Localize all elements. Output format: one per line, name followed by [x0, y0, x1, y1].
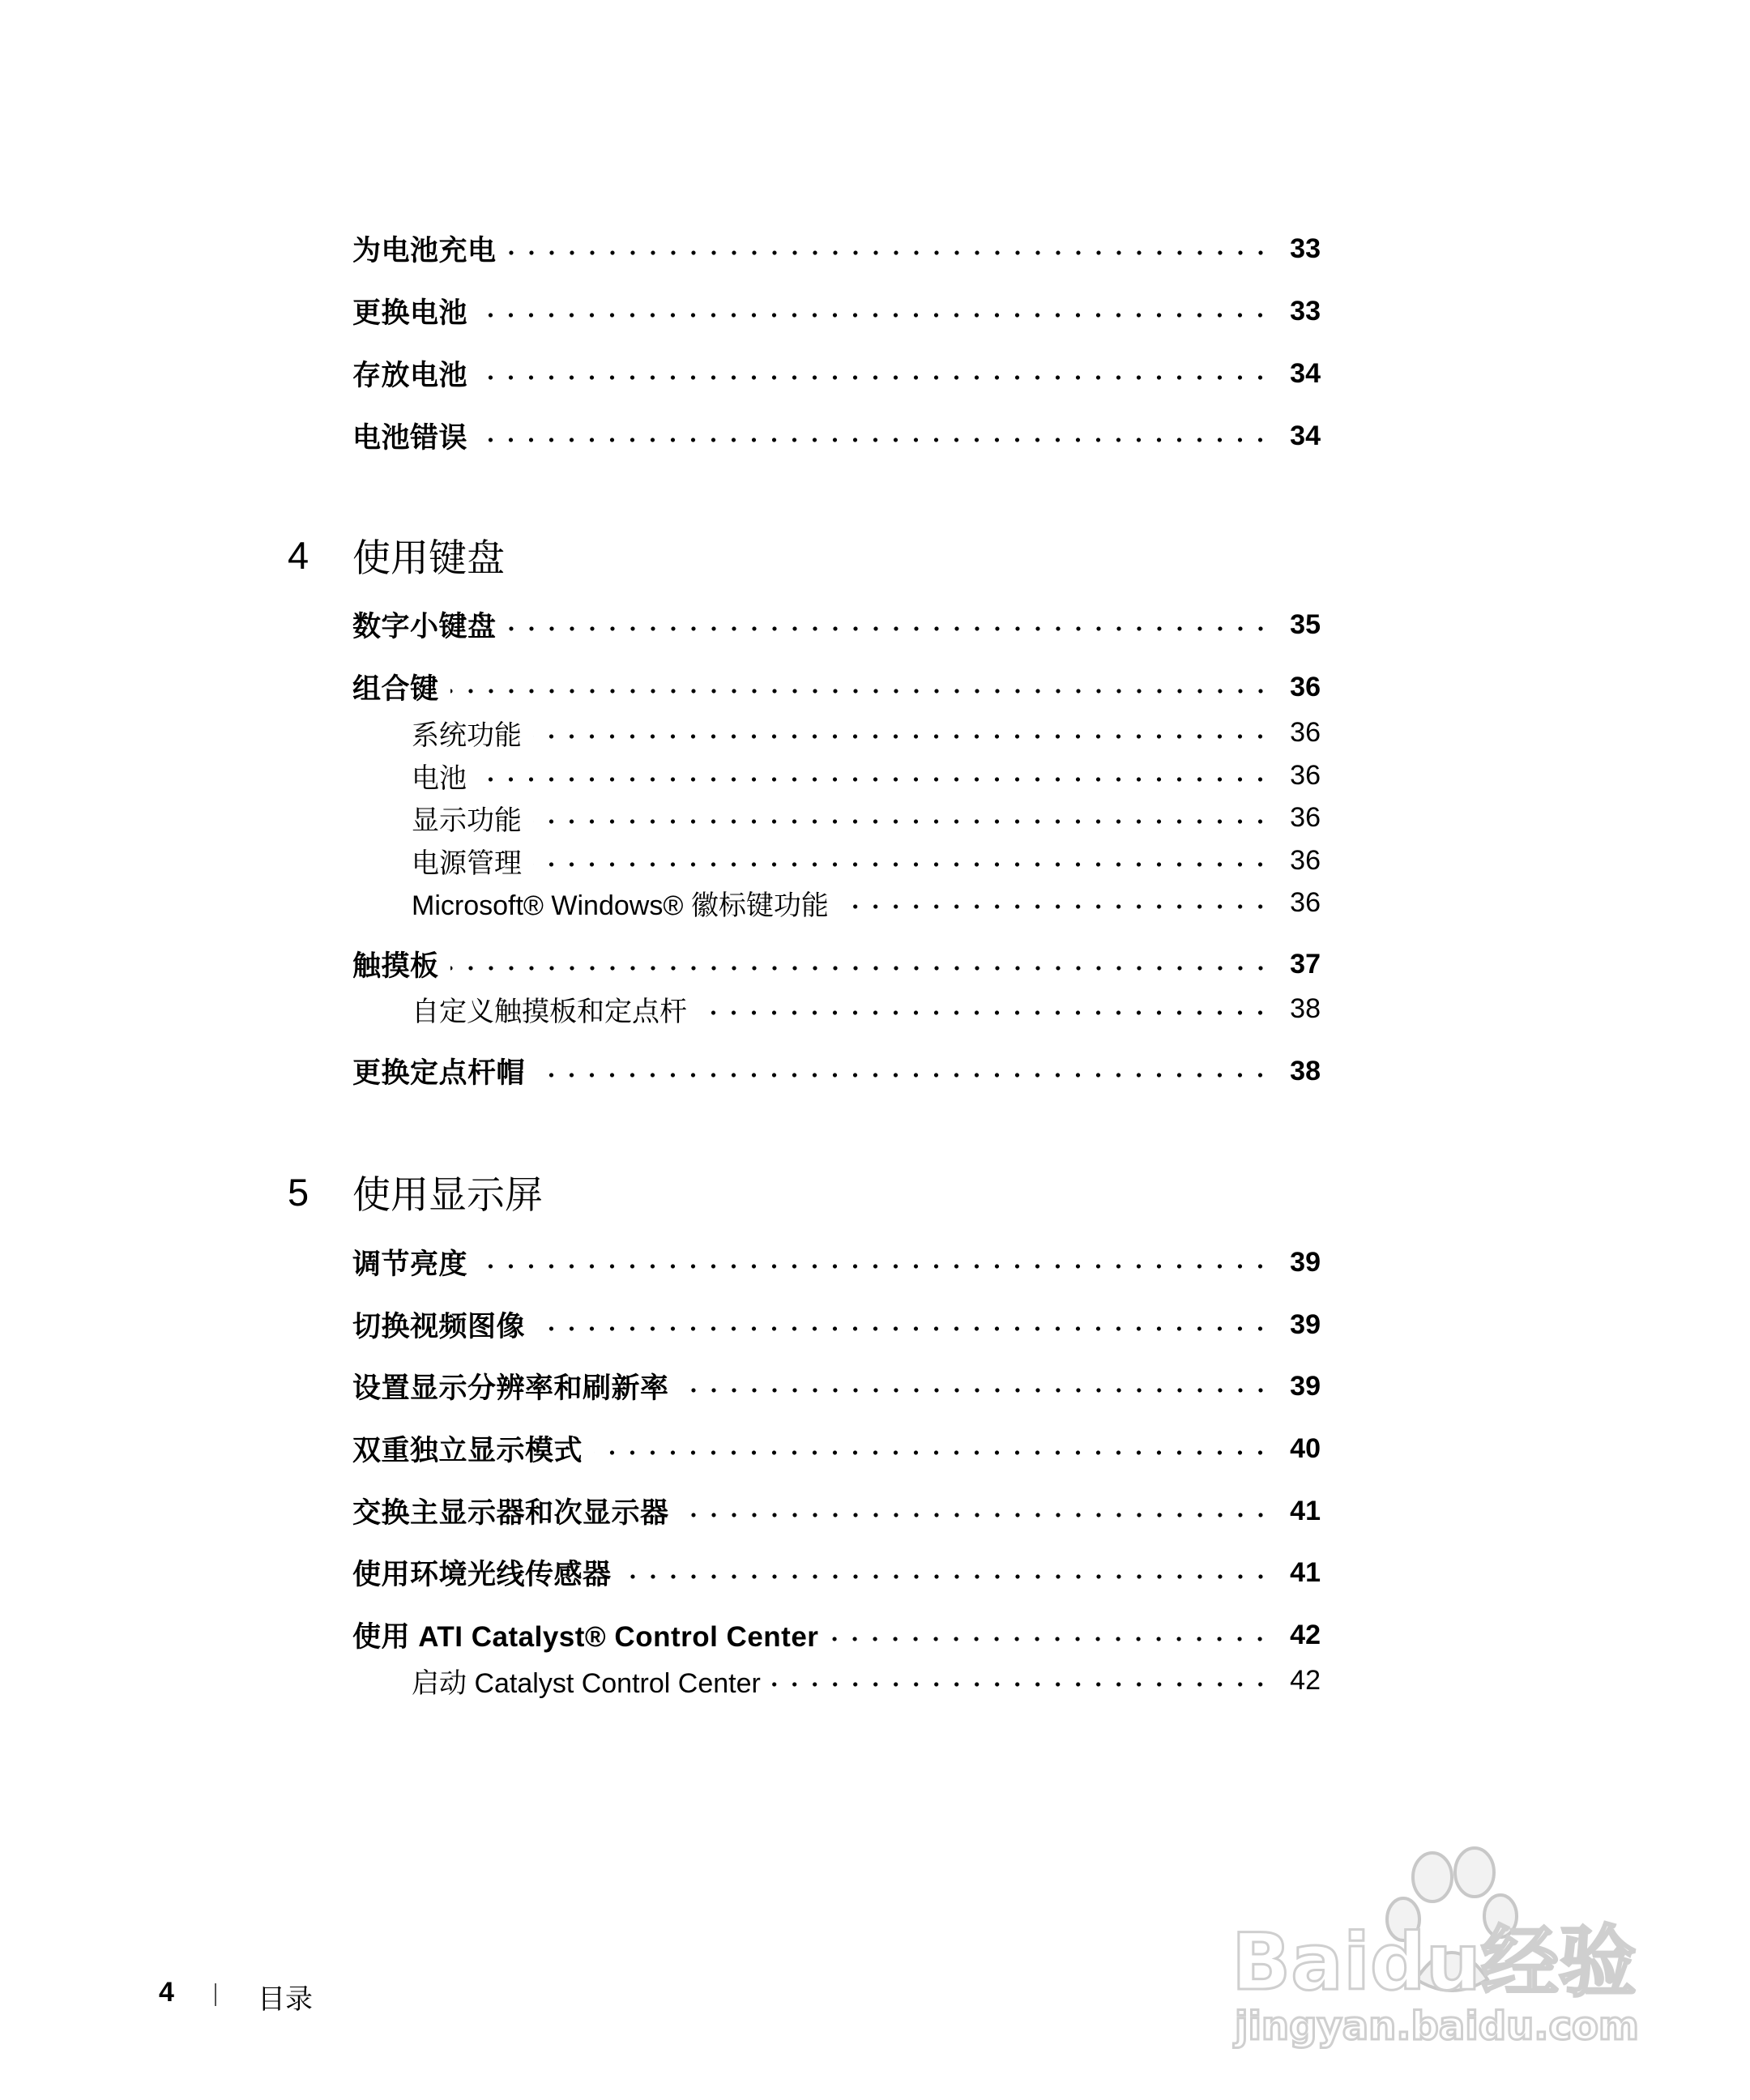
chapter-title: 使用键盘: [352, 536, 505, 579]
toc-entry-charging-battery[interactable]: [352, 224, 1321, 273]
toc-entry-set-resolution-refresh-rate[interactable]: [352, 1362, 1321, 1411]
toc-entry-numeric-keypad[interactable]: [352, 600, 1321, 649]
toc-entry-page: 36: [1290, 759, 1321, 791]
toc-entry-switch-video-image[interactable]: [352, 1300, 1321, 1349]
toc-entry-page: 35: [1290, 608, 1321, 640]
toc-entry-page: 38: [1290, 992, 1321, 1024]
toc-entry-page: 41: [1290, 1556, 1321, 1588]
toc-entry-page: 39: [1290, 1246, 1321, 1278]
toc-subentry-system-functions[interactable]: [412, 710, 1321, 755]
toc-entry-title: 更换定点杆帽: [352, 1057, 526, 1089]
toc-entry-title: 使用 ATI Catalyst® Control Center: [352, 1621, 819, 1653]
toc-entry-storing-battery[interactable]: [352, 349, 1321, 398]
toc-entry-page: 33: [1290, 233, 1321, 264]
toc-entry-replace-track-stick-cap[interactable]: [352, 1047, 1321, 1095]
toc-entry-title: Microsoft® Windows® 徽标键功能: [412, 890, 829, 921]
toc-entry-adjust-brightness[interactable]: [352, 1238, 1321, 1287]
watermark-brand-text: Baidu经验: [1231, 1917, 1637, 2008]
chapter-heading-display[interactable]: [288, 1163, 543, 1220]
footer-section-title: 目录: [258, 1984, 313, 2015]
dot-leader: [479, 374, 1270, 381]
toc-entry-title: 电池错误: [352, 422, 468, 454]
toc-entry-title: 调节亮度: [352, 1248, 468, 1280]
toc-entry-ambient-light-sensor[interactable]: [352, 1548, 1321, 1597]
toc-entry-page: 36: [1290, 671, 1321, 702]
toc-entry-ati-catalyst-control-center[interactable]: [352, 1611, 1321, 1659]
toc-entry-page: 42: [1290, 1664, 1321, 1696]
dot-leader: [479, 437, 1270, 443]
dot-leader: [681, 1387, 1270, 1394]
dot-leader: [478, 776, 1270, 783]
toc-subentry-battery[interactable]: [412, 753, 1321, 798]
chapter-title: 使用显示屏: [352, 1172, 543, 1216]
toc-entry-page: 36: [1290, 886, 1321, 918]
toc-subentry-power-management[interactable]: [412, 838, 1321, 883]
toc-entry-page: 39: [1290, 1308, 1321, 1340]
toc-entry-key-combinations[interactable]: [352, 663, 1321, 711]
toc-subentry-windows-logo-key[interactable]: [412, 880, 1321, 925]
dot-leader: [533, 733, 1270, 740]
baidu-paw-logo-icon: [1231, 1835, 1653, 2054]
toc-entry-page: 41: [1290, 1495, 1321, 1526]
dot-leader: [536, 1325, 1270, 1332]
toc-entry-title: 启动 Catalyst Control Center: [412, 1667, 761, 1699]
toc-entry-page: 39: [1290, 1370, 1321, 1402]
dot-leader: [450, 965, 1270, 971]
dot-leader: [450, 688, 1270, 694]
toc-entry-title: 系统功能: [412, 719, 522, 751]
toc-entry-title: 使用环境光线传感器: [352, 1559, 612, 1590]
dot-leader: [830, 1636, 1270, 1642]
toc-entry-title: 电源管理: [412, 847, 522, 879]
dot-leader: [479, 312, 1270, 318]
toc-entry-title: 更换电池: [352, 297, 468, 329]
toc-entry-page: 34: [1290, 420, 1321, 451]
toc-subentry-customize-touch-pad[interactable]: [412, 986, 1321, 1031]
toc-entry-title: 为电池充电: [352, 235, 497, 267]
toc-entry-title: 触摸板: [352, 950, 439, 982]
dot-leader: [681, 1512, 1270, 1518]
toc-entry-page: 38: [1290, 1055, 1321, 1086]
dot-leader: [508, 625, 1270, 632]
dot-leader: [508, 250, 1270, 256]
toc-entry-battery-errors[interactable]: [352, 412, 1321, 460]
toc-entry-title: 显示功能: [412, 805, 522, 836]
toc-entry-page: 36: [1290, 844, 1321, 876]
dot-leader: [772, 1681, 1270, 1688]
toc-entry-title: 电池: [412, 762, 467, 794]
toc-entry-dual-independent-display[interactable]: [352, 1424, 1321, 1473]
dot-leader: [698, 1009, 1270, 1016]
toc-entry-page: 34: [1290, 357, 1321, 389]
toc-entry-title: 设置显示分辨率和刷新率: [352, 1372, 669, 1404]
toc-entry-title: 切换视频图像: [352, 1311, 526, 1342]
toc-entry-title: 组合键: [352, 673, 439, 705]
toc-entry-page: 33: [1290, 295, 1321, 327]
toc-entry-page: 42: [1290, 1619, 1321, 1650]
toc-entry-title: 数字小键盘: [352, 611, 497, 642]
toc-entry-title: 自定义触摸板和定点杆: [412, 996, 687, 1027]
dot-leader: [594, 1449, 1270, 1456]
chapter-heading-keyboard[interactable]: [288, 527, 505, 583]
dot-leader: [536, 1072, 1270, 1078]
toc-subentry-display-functions[interactable]: [412, 795, 1321, 840]
watermark-url-text: jingyan.baidu.com: [1235, 2004, 1639, 2049]
toc-entry-page: 36: [1290, 801, 1321, 833]
dot-leader: [623, 1573, 1270, 1580]
toc-entry-swap-displays[interactable]: [352, 1487, 1321, 1535]
toc-entry-page: 37: [1290, 948, 1321, 980]
toc-entry-touch-pad[interactable]: [352, 940, 1321, 988]
chapter-number: 5: [288, 1170, 309, 1214]
toc-entry-replacing-battery[interactable]: [352, 287, 1321, 335]
footer-page-number: 4: [159, 1977, 174, 2008]
dot-leader: [840, 903, 1270, 910]
toc-entry-title: 交换主显示器和次显示器: [352, 1497, 669, 1529]
chapter-number: 4: [288, 533, 309, 577]
baidu-jingyan-watermark: [1231, 1835, 1653, 2054]
toc-entry-page: 36: [1290, 716, 1321, 748]
dot-leader: [533, 861, 1270, 868]
toc-subentry-launch-catalyst-control-center[interactable]: [412, 1658, 1321, 1703]
dot-leader: [533, 818, 1270, 825]
toc-entry-title: 存放电池: [352, 360, 468, 391]
toc-entry-title: 双重独立显示模式: [352, 1435, 583, 1466]
toc-entry-page: 40: [1290, 1432, 1321, 1464]
footer-separator: [215, 1983, 216, 2006]
dot-leader: [479, 1263, 1270, 1270]
